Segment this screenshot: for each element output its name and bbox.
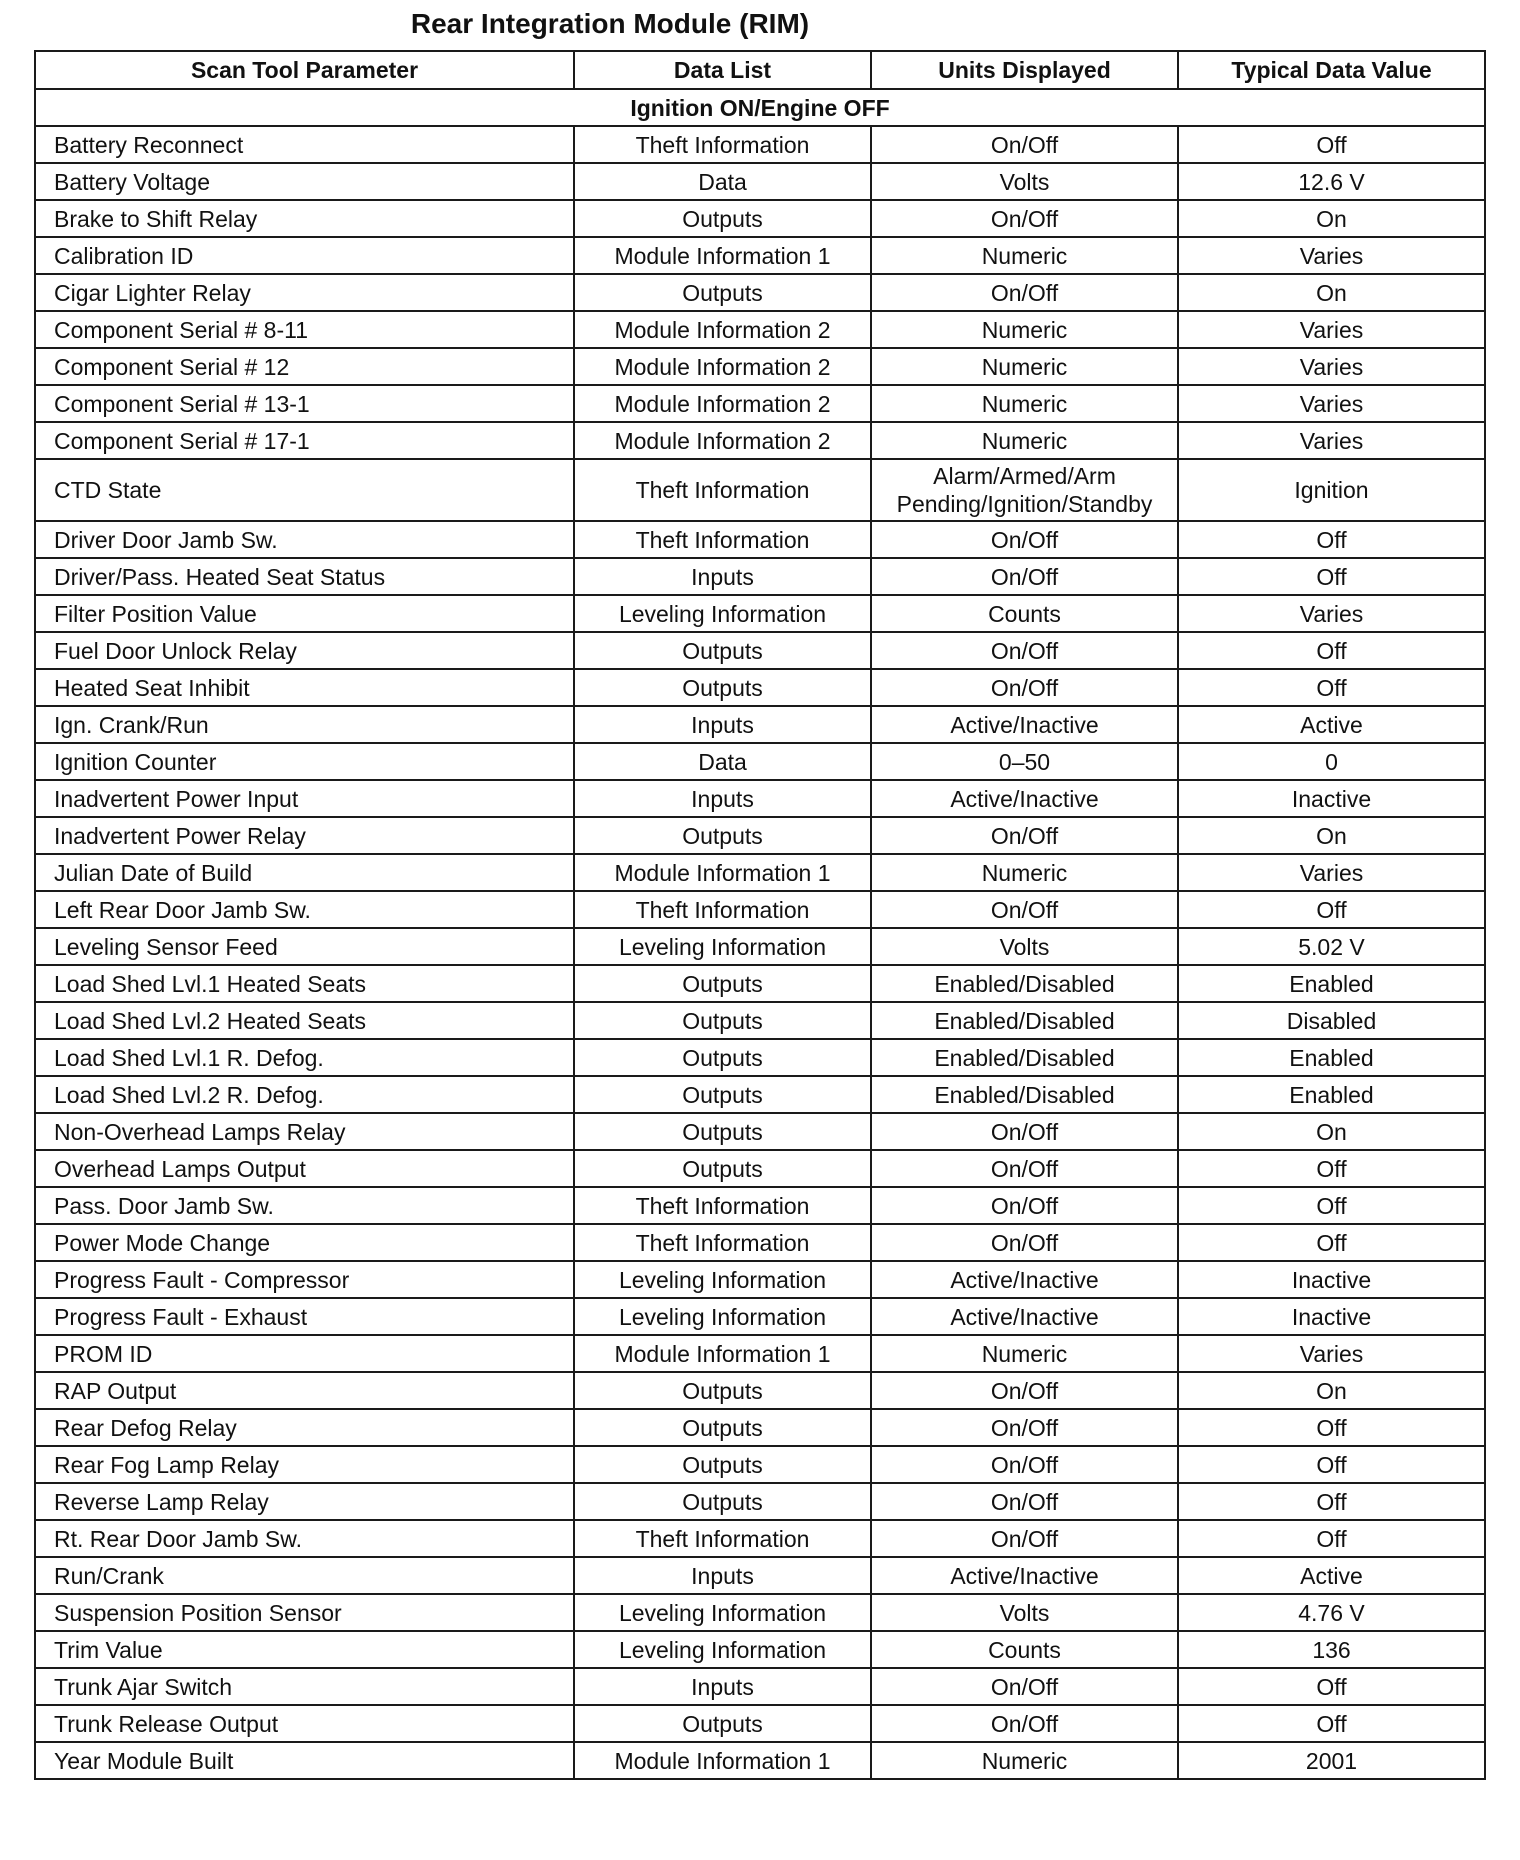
- data-list-cell: Data: [574, 163, 871, 200]
- table-row: [35, 348, 1485, 385]
- table-row: [35, 595, 1485, 632]
- param-cell: Trim Value: [35, 1631, 574, 1668]
- units-cell: Numeric: [871, 237, 1178, 274]
- value-cell: Off: [1178, 891, 1485, 928]
- param-cell: Calibration ID: [35, 237, 574, 274]
- value-cell: Varies: [1178, 854, 1485, 891]
- data-list-cell: Module Information 1: [574, 237, 871, 274]
- param-cell: CTD State: [35, 459, 574, 521]
- table-row: [35, 1594, 1485, 1631]
- data-list-cell: Leveling Information: [574, 1261, 871, 1298]
- data-list-cell: Module Information 1: [574, 854, 871, 891]
- value-cell: On: [1178, 1113, 1485, 1150]
- value-cell: 4.76 V: [1178, 1594, 1485, 1631]
- data-list-cell: Theft Information: [574, 1224, 871, 1261]
- param-cell: Filter Position Value: [35, 595, 574, 632]
- param-cell: Inadvertent Power Input: [35, 780, 574, 817]
- data-list-cell: Inputs: [574, 1668, 871, 1705]
- table-row: [35, 743, 1485, 780]
- units-cell: On/Off: [871, 891, 1178, 928]
- table-row: [35, 1520, 1485, 1557]
- units-cell: On/Off: [871, 1372, 1178, 1409]
- units-cell: Active/Inactive: [871, 1261, 1178, 1298]
- table-row: [35, 1668, 1485, 1705]
- param-cell: Progress Fault - Compressor: [35, 1261, 574, 1298]
- value-cell: Off: [1178, 669, 1485, 706]
- param-cell: Power Mode Change: [35, 1224, 574, 1261]
- data-list-cell: Theft Information: [574, 126, 871, 163]
- value-cell: Varies: [1178, 385, 1485, 422]
- data-list-cell: Outputs: [574, 1002, 871, 1039]
- units-cell: On/Off: [871, 1668, 1178, 1705]
- table-row: [35, 1113, 1485, 1150]
- table-row: [35, 163, 1485, 200]
- value-cell: Off: [1178, 126, 1485, 163]
- param-cell: Component Serial # 13-1: [35, 385, 574, 422]
- value-cell: Off: [1178, 1187, 1485, 1224]
- data-list-cell: Leveling Information: [574, 1594, 871, 1631]
- data-list-cell: Theft Information: [574, 1520, 871, 1557]
- data-list-cell: Outputs: [574, 1705, 871, 1742]
- data-list-cell: Theft Information: [574, 459, 871, 521]
- value-cell: On: [1178, 817, 1485, 854]
- data-list-cell: Inputs: [574, 558, 871, 595]
- table-row: [35, 1705, 1485, 1742]
- units-cell: On/Off: [871, 126, 1178, 163]
- units-cell: On/Off: [871, 632, 1178, 669]
- value-cell: On: [1178, 200, 1485, 237]
- table-row: [35, 1039, 1485, 1076]
- param-cell: Driver Door Jamb Sw.: [35, 521, 574, 558]
- page-title: Rear Integration Module (RIM): [410, 8, 810, 39]
- value-cell: Varies: [1178, 1335, 1485, 1372]
- param-cell: Rear Defog Relay: [35, 1409, 574, 1446]
- units-cell: On/Off: [871, 521, 1178, 558]
- param-cell: Pass. Door Jamb Sw.: [35, 1187, 574, 1224]
- data-list-cell: Leveling Information: [574, 1298, 871, 1335]
- param-cell: Brake to Shift Relay: [35, 200, 574, 237]
- value-cell: Off: [1178, 1446, 1485, 1483]
- param-cell: Reverse Lamp Relay: [35, 1483, 574, 1520]
- table-row: [35, 1742, 1485, 1779]
- units-cell: Alarm/Armed/Arm Pending/Ignition/Standby: [871, 459, 1178, 521]
- value-cell: Active: [1178, 1557, 1485, 1594]
- param-cell: PROM ID: [35, 1335, 574, 1372]
- param-cell: Component Serial # 12: [35, 348, 574, 385]
- data-list-cell: Module Information 2: [574, 422, 871, 459]
- value-cell: Off: [1178, 1150, 1485, 1187]
- data-list-cell: Outputs: [574, 1483, 871, 1520]
- table-row: [35, 237, 1485, 274]
- param-cell: Overhead Lamps Output: [35, 1150, 574, 1187]
- table-row: [35, 1483, 1485, 1520]
- data-list-cell: Outputs: [574, 200, 871, 237]
- data-list-cell: Outputs: [574, 1113, 871, 1150]
- data-list-cell: Data: [574, 743, 871, 780]
- table-row: [35, 200, 1485, 237]
- table-row: [35, 1002, 1485, 1039]
- param-cell: Rear Fog Lamp Relay: [35, 1446, 574, 1483]
- rim-data-table: [34, 50, 1486, 1780]
- param-cell: Ign. Crank/Run: [35, 706, 574, 743]
- data-list-cell: Outputs: [574, 1150, 871, 1187]
- units-cell: On/Off: [871, 1446, 1178, 1483]
- units-cell: On/Off: [871, 1224, 1178, 1261]
- data-list-cell: Module Information 2: [574, 385, 871, 422]
- table-row: [35, 1631, 1485, 1668]
- table-row: [35, 1150, 1485, 1187]
- param-cell: Driver/Pass. Heated Seat Status: [35, 558, 574, 595]
- value-cell: Varies: [1178, 311, 1485, 348]
- value-cell: Off: [1178, 1668, 1485, 1705]
- header-row: [35, 51, 1485, 89]
- units-cell: On/Off: [871, 1113, 1178, 1150]
- table-row: [35, 311, 1485, 348]
- data-list-cell: Outputs: [574, 1409, 871, 1446]
- units-cell: On/Off: [871, 1187, 1178, 1224]
- value-cell: Varies: [1178, 595, 1485, 632]
- table-row: [35, 274, 1485, 311]
- param-cell: Left Rear Door Jamb Sw.: [35, 891, 574, 928]
- value-cell: Off: [1178, 521, 1485, 558]
- units-cell: Enabled/Disabled: [871, 1076, 1178, 1113]
- param-cell: Cigar Lighter Relay: [35, 274, 574, 311]
- data-list-cell: Outputs: [574, 817, 871, 854]
- value-cell: Off: [1178, 558, 1485, 595]
- table-row: [35, 126, 1485, 163]
- units-cell: On/Off: [871, 817, 1178, 854]
- param-cell: Non-Overhead Lamps Relay: [35, 1113, 574, 1150]
- units-cell: On/Off: [871, 274, 1178, 311]
- value-cell: Varies: [1178, 348, 1485, 385]
- header-units-displayed: Units Displayed: [871, 51, 1178, 89]
- table-row: [35, 385, 1485, 422]
- param-cell: Progress Fault - Exhaust: [35, 1298, 574, 1335]
- units-cell: 0–50: [871, 743, 1178, 780]
- table-row: [35, 891, 1485, 928]
- units-cell: Volts: [871, 928, 1178, 965]
- units-cell: Numeric: [871, 311, 1178, 348]
- table-row: [35, 780, 1485, 817]
- value-cell: 2001: [1178, 1742, 1485, 1779]
- table-row: [35, 854, 1485, 891]
- table-body: [35, 89, 1485, 1779]
- param-cell: Trunk Ajar Switch: [35, 1668, 574, 1705]
- units-cell: Active/Inactive: [871, 706, 1178, 743]
- value-cell: Inactive: [1178, 780, 1485, 817]
- table-row: [35, 706, 1485, 743]
- param-cell: Load Shed Lvl.2 Heated Seats: [35, 1002, 574, 1039]
- table-header: [35, 51, 1485, 89]
- data-list-cell: Theft Information: [574, 521, 871, 558]
- units-cell: Enabled/Disabled: [871, 1039, 1178, 1076]
- units-cell: Active/Inactive: [871, 780, 1178, 817]
- value-cell: Off: [1178, 1409, 1485, 1446]
- table-row: [35, 459, 1485, 521]
- data-list-cell: Module Information 1: [574, 1742, 871, 1779]
- units-cell: Numeric: [871, 348, 1178, 385]
- data-list-cell: Outputs: [574, 669, 871, 706]
- table-row: [35, 1335, 1485, 1372]
- data-list-cell: Module Information 2: [574, 348, 871, 385]
- table-row: [35, 1261, 1485, 1298]
- value-cell: 0: [1178, 743, 1485, 780]
- value-cell: Enabled: [1178, 1039, 1485, 1076]
- section-label: Ignition ON/Engine OFF: [35, 89, 1485, 126]
- param-cell: Suspension Position Sensor: [35, 1594, 574, 1631]
- data-list-cell: Leveling Information: [574, 928, 871, 965]
- section-row: [35, 89, 1485, 126]
- units-cell: On/Off: [871, 1520, 1178, 1557]
- value-cell: Off: [1178, 1520, 1485, 1557]
- table-row: [35, 1557, 1485, 1594]
- value-cell: Off: [1178, 632, 1485, 669]
- value-cell: Varies: [1178, 422, 1485, 459]
- param-cell: Rt. Rear Door Jamb Sw.: [35, 1520, 574, 1557]
- units-cell: On/Off: [871, 1150, 1178, 1187]
- units-cell: On/Off: [871, 669, 1178, 706]
- data-list-cell: Inputs: [574, 780, 871, 817]
- data-list-cell: Leveling Information: [574, 595, 871, 632]
- table-row: [35, 422, 1485, 459]
- param-cell: Load Shed Lvl.1 Heated Seats: [35, 965, 574, 1002]
- units-cell: On/Off: [871, 558, 1178, 595]
- value-cell: Inactive: [1178, 1261, 1485, 1298]
- units-cell: On/Off: [871, 200, 1178, 237]
- value-cell: Off: [1178, 1705, 1485, 1742]
- value-cell: 5.02 V: [1178, 928, 1485, 965]
- param-cell: Fuel Door Unlock Relay: [35, 632, 574, 669]
- units-cell: Counts: [871, 1631, 1178, 1668]
- param-cell: Trunk Release Output: [35, 1705, 574, 1742]
- table-row: [35, 521, 1485, 558]
- param-cell: Year Module Built: [35, 1742, 574, 1779]
- param-cell: Ignition Counter: [35, 743, 574, 780]
- param-cell: Battery Reconnect: [35, 126, 574, 163]
- units-cell: Active/Inactive: [871, 1298, 1178, 1335]
- param-cell: Load Shed Lvl.2 R. Defog.: [35, 1076, 574, 1113]
- data-list-cell: Outputs: [574, 1076, 871, 1113]
- table-row: [35, 1409, 1485, 1446]
- param-cell: Component Serial # 17-1: [35, 422, 574, 459]
- data-list-cell: Inputs: [574, 706, 871, 743]
- param-cell: Julian Date of Build: [35, 854, 574, 891]
- units-cell: On/Off: [871, 1483, 1178, 1520]
- units-cell: Active/Inactive: [871, 1557, 1178, 1594]
- units-cell: Numeric: [871, 1335, 1178, 1372]
- data-list-cell: Leveling Information: [574, 1631, 871, 1668]
- table-row: [35, 928, 1485, 965]
- value-cell: On: [1178, 1372, 1485, 1409]
- table-row: [35, 1224, 1485, 1261]
- units-cell: Numeric: [871, 854, 1178, 891]
- header-data-list: Data List: [574, 51, 871, 89]
- value-cell: Off: [1178, 1483, 1485, 1520]
- data-list-cell: Theft Information: [574, 891, 871, 928]
- units-cell: Counts: [871, 595, 1178, 632]
- data-list-cell: Theft Information: [574, 1187, 871, 1224]
- value-cell: Inactive: [1178, 1298, 1485, 1335]
- param-cell: Load Shed Lvl.1 R. Defog.: [35, 1039, 574, 1076]
- value-cell: Disabled: [1178, 1002, 1485, 1039]
- units-cell: On/Off: [871, 1705, 1178, 1742]
- value-cell: Varies: [1178, 237, 1485, 274]
- param-cell: Inadvertent Power Relay: [35, 817, 574, 854]
- table-row: [35, 1372, 1485, 1409]
- data-list-cell: Outputs: [574, 274, 871, 311]
- param-cell: Heated Seat Inhibit: [35, 669, 574, 706]
- data-list-cell: Outputs: [574, 1446, 871, 1483]
- value-cell: Enabled: [1178, 1076, 1485, 1113]
- param-cell: Leveling Sensor Feed: [35, 928, 574, 965]
- units-cell: Enabled/Disabled: [871, 1002, 1178, 1039]
- header-typical-data-value: Typical Data Value: [1178, 51, 1485, 89]
- data-list-cell: Module Information 1: [574, 1335, 871, 1372]
- table-row: [35, 1187, 1485, 1224]
- table-row: [35, 669, 1485, 706]
- table-row: [35, 1446, 1485, 1483]
- data-list-cell: Outputs: [574, 1372, 871, 1409]
- param-cell: Run/Crank: [35, 1557, 574, 1594]
- value-cell: Off: [1178, 1224, 1485, 1261]
- units-cell: Numeric: [871, 385, 1178, 422]
- table-row: [35, 558, 1485, 595]
- table-row: [35, 632, 1485, 669]
- data-list-cell: Outputs: [574, 1039, 871, 1076]
- value-cell: 12.6 V: [1178, 163, 1485, 200]
- units-cell: On/Off: [871, 1409, 1178, 1446]
- units-cell: Volts: [871, 1594, 1178, 1631]
- data-list-cell: Module Information 2: [574, 311, 871, 348]
- data-list-cell: Inputs: [574, 1557, 871, 1594]
- table-row: [35, 1076, 1485, 1113]
- data-list-cell: Outputs: [574, 632, 871, 669]
- header-scan-tool-parameter: Scan Tool Parameter: [35, 51, 574, 89]
- param-cell: Component Serial # 8-11: [35, 311, 574, 348]
- value-cell: Ignition: [1178, 459, 1485, 521]
- param-cell: Battery Voltage: [35, 163, 574, 200]
- data-list-cell: Outputs: [574, 965, 871, 1002]
- units-cell: Numeric: [871, 422, 1178, 459]
- value-cell: 136: [1178, 1631, 1485, 1668]
- table-row: [35, 965, 1485, 1002]
- units-cell: Numeric: [871, 1742, 1178, 1779]
- param-cell: RAP Output: [35, 1372, 574, 1409]
- value-cell: Active: [1178, 706, 1485, 743]
- value-cell: Enabled: [1178, 965, 1485, 1002]
- table-row: [35, 1298, 1485, 1335]
- units-cell: Volts: [871, 163, 1178, 200]
- units-cell: Enabled/Disabled: [871, 965, 1178, 1002]
- table-row: [35, 817, 1485, 854]
- value-cell: On: [1178, 274, 1485, 311]
